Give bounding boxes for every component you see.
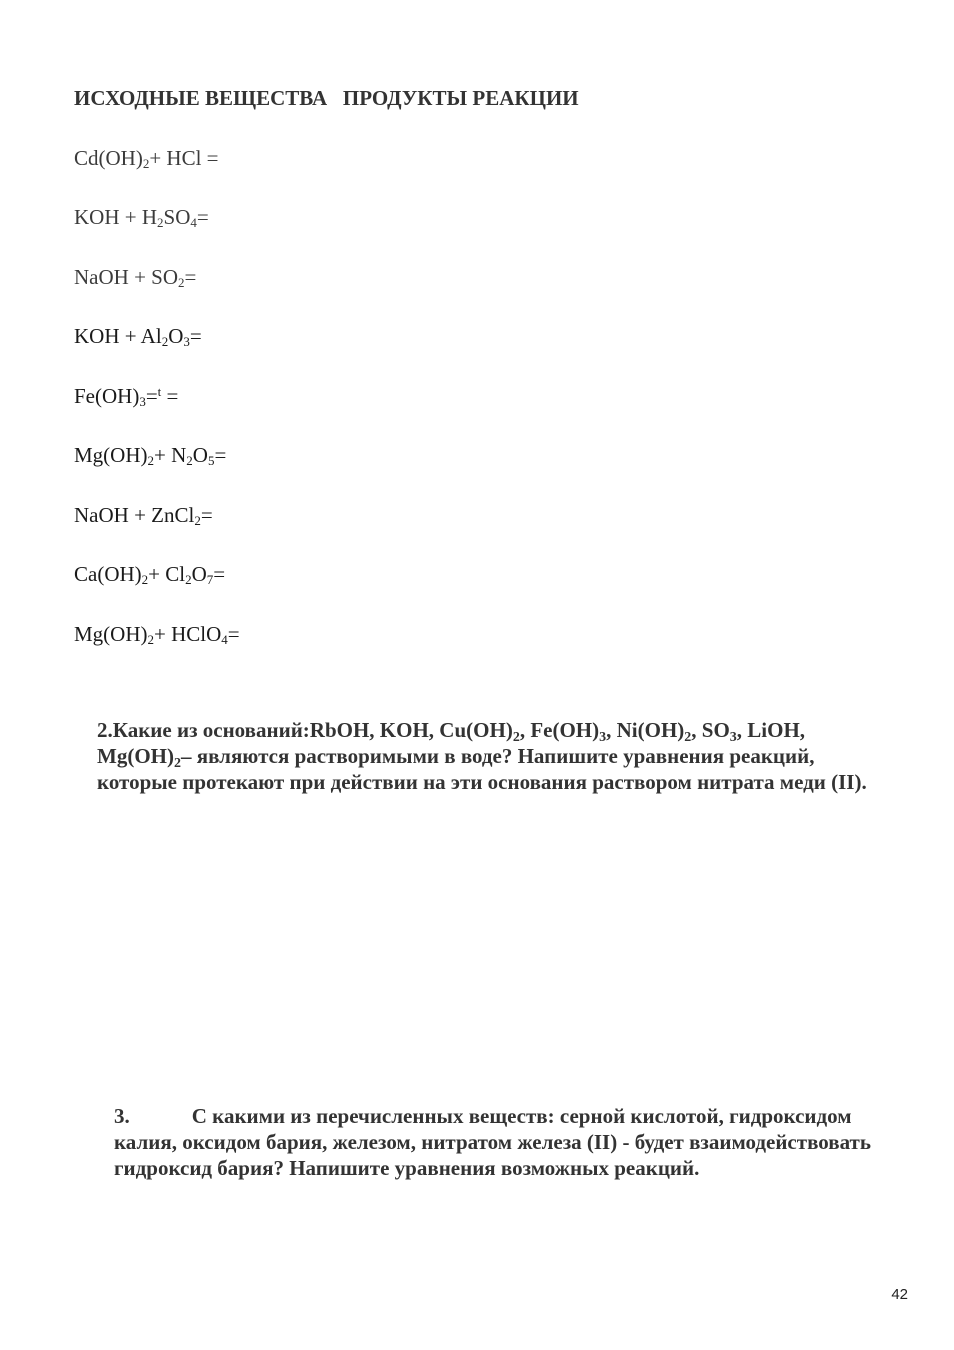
equation-line: $Mg(OH)_2+$ HClO$_4$= <box>74 622 240 647</box>
subscript: 2 <box>157 215 164 230</box>
subscript: 2 <box>142 156 150 171</box>
subscript: 2 <box>147 453 154 468</box>
subscript: 2 <box>173 756 181 771</box>
subscript: 2 <box>512 730 520 745</box>
equation-line: $Fe(OH)_3=^t$ = <box>74 384 179 409</box>
subscript: 2 <box>147 632 154 647</box>
equation-line: KOH + $H_2SO_4=$ <box>74 205 209 230</box>
equation-line: NaOH + $SO_2=$ <box>74 265 197 290</box>
subscript: 2 <box>186 453 193 468</box>
subscript: 3 <box>139 394 146 409</box>
subscript: 5 <box>207 453 215 468</box>
subscript: 2 <box>178 275 185 290</box>
page-number: 42 <box>891 1286 908 1303</box>
subscript: 2 <box>161 334 169 349</box>
section-heading: ИСХОДНЫЕ ВЕЩЕСТВА ПРОДУКТЫ РЕАКЦИИ <box>74 86 579 110</box>
subscript: 4 <box>221 632 228 647</box>
subscript: 3 <box>599 730 607 745</box>
subscript: 3 <box>183 334 190 349</box>
equation-line: $Cd(OH)_2+$ HCl = <box>74 146 219 171</box>
equation-line: $Mg(OH)_2+ N_2O_5=$ <box>74 443 227 468</box>
task-3-number: 3. <box>114 1104 130 1128</box>
equation-line: $Ca(OH)_2+ Cl_2O_7=$ <box>74 562 226 587</box>
subscript: 4 <box>190 215 197 230</box>
subscript: 2 <box>185 572 192 587</box>
task-3-question <box>114 1103 904 1181</box>
subscript: 3 <box>729 730 737 745</box>
equation-line: KOH + $Al_2O_3=$ <box>74 324 202 349</box>
subscript: 7 <box>206 572 214 587</box>
subscript: 2 <box>194 513 201 528</box>
subscript: 2 <box>684 730 692 745</box>
equation-line: NaOH + ZnCl$_2$= <box>74 503 213 528</box>
task-2-question: 2.Какие из оснований:RbOH, KOH, $Cu(OH)_2$, $Fe(OH)_3$, $Ni(OH)_2$, $SO_3$, LiOH, $Mg(OH)_2-$ являются растворимыми в воде? Напишите уравнения реакций, которые протекают при действии на эти основания раствором нитрата меди (II). <box>97 718 867 794</box>
task-3-text: С какими из перечисленных веществ: серной кислотой, гидроксидом калия, оксидом бария, железом, нитратом железа (II) - будет взаимодействовать гидроксид бария? Напишите уравнения возможных реакций. <box>114 1104 871 1180</box>
superscript: t <box>157 384 162 399</box>
subscript: 2 <box>141 572 149 587</box>
